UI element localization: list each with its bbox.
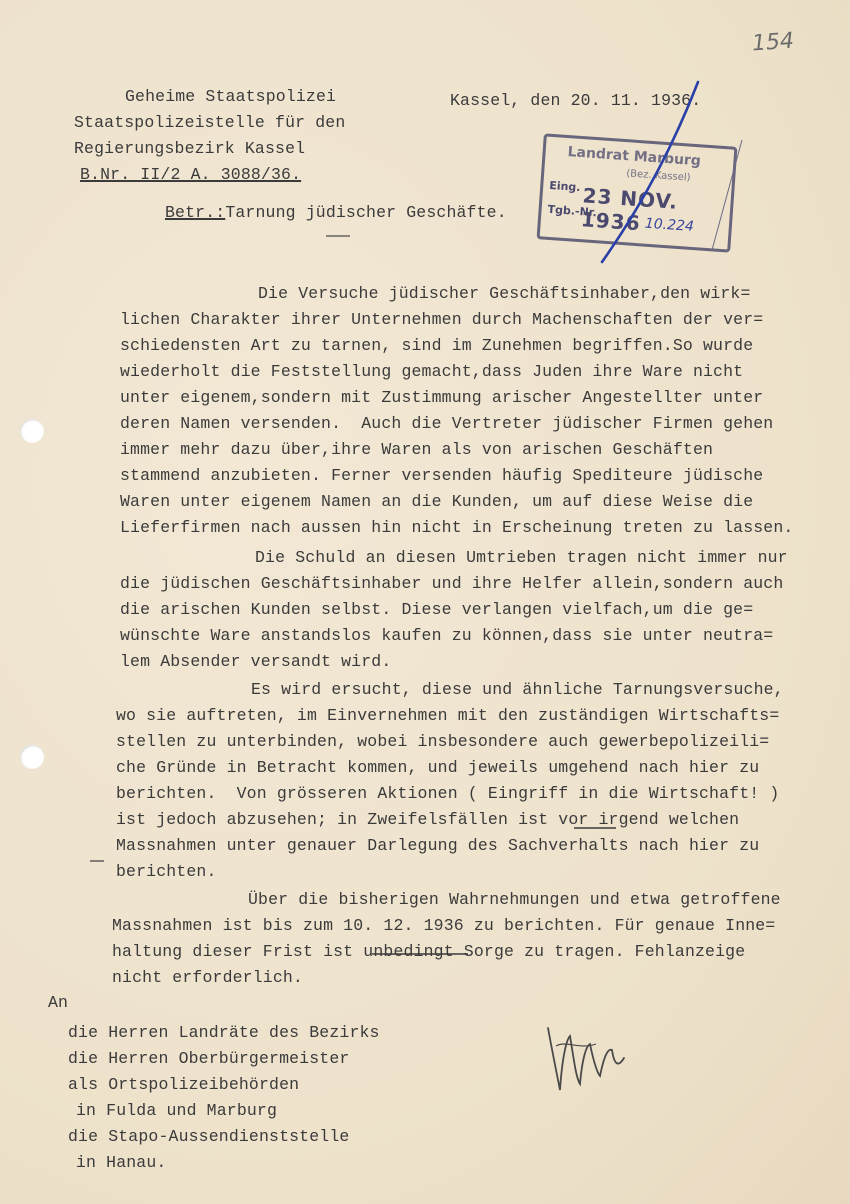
authority-line-3: Regierungsbezirk Kassel [74, 139, 306, 158]
body-line: wiederholt die Feststellung gemacht,dass Juden ihre Ware nicht [120, 362, 744, 381]
recipient-line: als Ortspolizeibehörden [68, 1075, 300, 1094]
body-line: immer mehr dazu über,ihre Waren als von arischen Geschäften [120, 440, 714, 459]
body-line: berichten. [116, 862, 217, 881]
subject-label: Betr.: [165, 203, 226, 222]
recipients-salutation: An [48, 993, 69, 1012]
stamp-journal-label: Tgb.-Nr. [547, 202, 598, 220]
body-line: die jüdischen Geschäftsinhaber und ihre Helfer allein,sondern auch [120, 574, 784, 593]
body-line: unter eigenem,sondern mit Zustimmung arischer Angestellter unter [120, 388, 764, 407]
stamp-location: (Bez. Kassel) [625, 168, 691, 184]
authority-line-2: Staatspolizeistelle für den [74, 113, 346, 132]
body-line: Es wird ersucht, diese und ähnliche Tarnungsversuche, [251, 680, 784, 699]
body-line: Waren unter eigenem Namen an die Kunden, um auf diese Weise die [120, 492, 754, 511]
recipient-line: die Herren Landräte des Bezirks [68, 1023, 380, 1042]
reference-number: B.Nr. II/2 A. 3088/36. [80, 165, 302, 184]
place-date: Kassel, den 20. 11. 1936. [450, 91, 702, 110]
folio-number: 154 [751, 28, 795, 57]
stamp-edge-stroke [712, 140, 742, 250]
body-line: deren Namen versenden. Auch die Vertreter jüdischer Firmen gehen [120, 414, 774, 433]
body-line: Die Versuche jüdischer Geschäftsinhaber,den wirk= [258, 284, 751, 303]
signature-icon [548, 1028, 624, 1090]
body-line: Massnahmen ist bis zum 10. 12. 1936 zu berichten. Für genaue Inne= [112, 916, 776, 935]
body-line: nicht erforderlich. [112, 968, 303, 987]
stamp-received-label: Eing. [548, 178, 581, 195]
body-line: Die Schuld an diesen Umtrieben tragen nicht immer nur [255, 548, 788, 567]
body-line: stammend anzubieten. Ferner versenden häufig Spediteure jüdische [120, 466, 764, 485]
body-line: Massnahmen unter genauer Darlegung des Sachverhalts nach hier zu [116, 836, 760, 855]
recipient-line: die Herren Oberbürgermeister [68, 1049, 350, 1068]
body-line: stellen zu unterbinden, wobei insbesondere auch gewerbepolizeili= [116, 732, 770, 751]
body-line: schiedensten Art zu tarnen, sind im Zunehmen begriffen.So wurde [120, 336, 754, 355]
stamp-journal-number: 10.224 [644, 215, 695, 236]
recipient-line: in Hanau. [76, 1153, 167, 1172]
body-line: wünschte Ware anstandslos kaufen zu können,dass sie unter neutra= [120, 626, 774, 645]
blue-pen-stroke [602, 82, 698, 262]
body-line: lichen Charakter ihrer Unternehmen durch Machenschaften der ver= [120, 310, 764, 329]
body-line: ist jedoch abzusehen; in Zweifelsfällen ist vor irgend welchen [116, 810, 740, 829]
body-line: Über die bisherigen Wahrnehmungen und etwa getroffene [248, 890, 781, 909]
recipient-line: die Stapo-Aussendienststelle [68, 1127, 350, 1146]
body-line: die arischen Kunden selbst. Diese verlangen vielfach,um die ge= [120, 600, 754, 619]
body-line: che Gründe in Betracht kommen, und jeweils umgehend nach hier zu [116, 758, 760, 777]
stamp-received-date: 23 NOV. 1936 [580, 183, 679, 236]
recipient-line: in Fulda und Marburg [76, 1101, 278, 1120]
body-line: haltung dieser Frist ist unbedingt Sorge zu tragen. Fehlanzeige [112, 942, 746, 961]
stamp-office: Landrat Marburg [567, 144, 702, 170]
body-line: wo sie auftreten, im Einvernehmen mit den zuständigen Wirtschafts= [116, 706, 780, 725]
body-line: Lieferfirmen nach aussen hin nicht in Erscheinung treten zu lassen. [120, 518, 794, 537]
subject-text: Tarnung jüdischer Geschäfte. [225, 203, 507, 222]
body-line: berichten. Von grösseren Aktionen ( Eingriff in die Wirtschaft! ) [116, 784, 780, 803]
authority-line-1: Geheime Staatspolizei [125, 87, 337, 106]
body-line: lem Absender versandt wird. [120, 652, 392, 671]
